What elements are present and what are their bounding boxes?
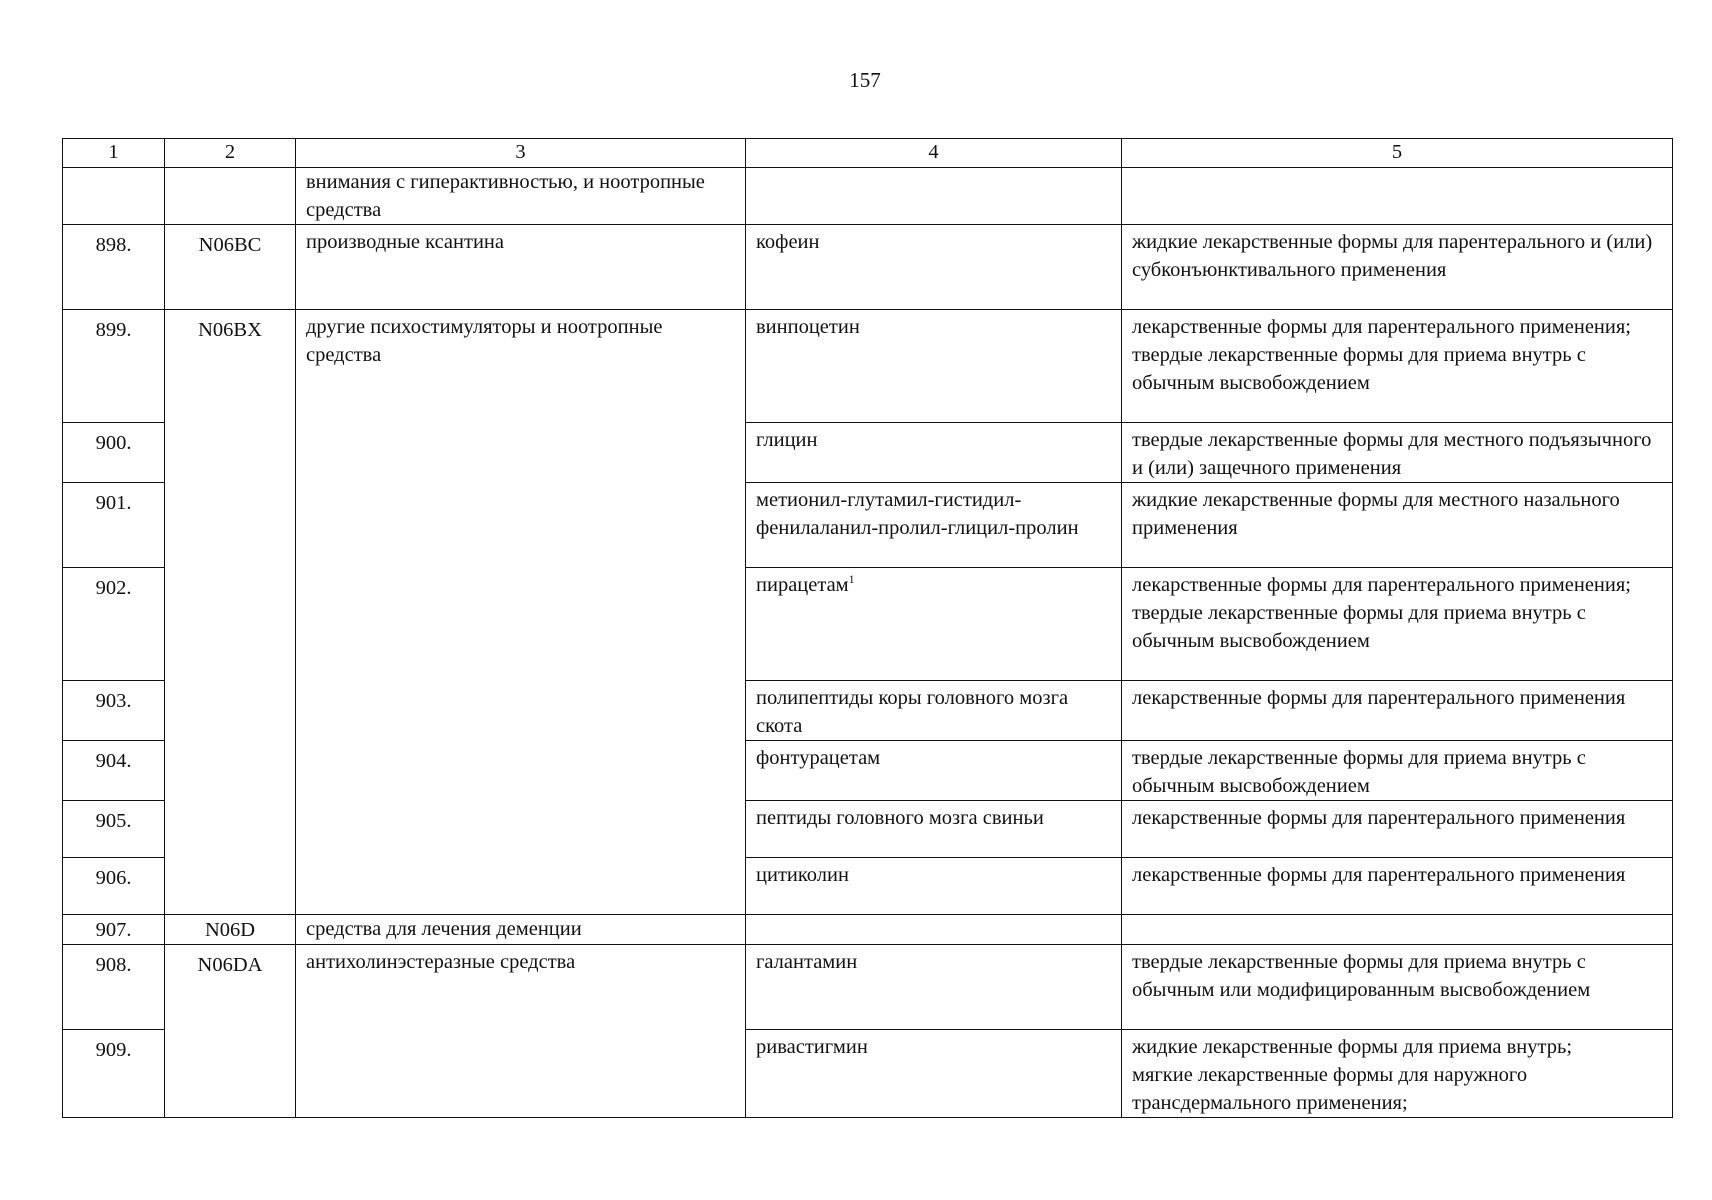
cell-forms: твердые лекарственные формы для местного подъязычного и (или) защечного применения [1122, 423, 1673, 483]
column-header-2: 2 [165, 139, 296, 168]
column-header-1: 1 [63, 139, 165, 168]
table-row [63, 310, 1673, 423]
cell-substance: винпоцетин [746, 310, 1122, 423]
cell-substance [746, 568, 1122, 681]
cell-code [165, 168, 296, 225]
cell-substance: ривастигмин [746, 1030, 1122, 1118]
cell-forms: лекарственные формы для парентерального применения [1122, 858, 1673, 915]
forms-line: лекарственные формы для парентерального применения; [1132, 574, 1631, 596]
column-header-5: 5 [1122, 139, 1673, 168]
cell-code: N06DA [165, 945, 296, 1118]
cell-num [63, 168, 165, 225]
cell-num: 899. [63, 310, 165, 423]
cell-forms: жидкие лекарственные формы для парентерального и (или) субконъюнктивального применения [1122, 225, 1673, 310]
forms-line: лекарственные формы для парентерального применения; [1132, 316, 1631, 338]
cell-code: N06BX [165, 310, 296, 915]
cell-substance: метионил-глутамил-гистидил-фенилаланил-пролил-глицил-пролин [746, 483, 1122, 568]
cell-forms [1122, 168, 1673, 225]
cell-num: 905. [63, 801, 165, 858]
cell-num: 898. [63, 225, 165, 310]
forms-line: жидкие лекарственные формы для приема внутрь; [1132, 1036, 1573, 1058]
cell-forms: твердые лекарственные формы для приема внутрь с обычным или модифицированным высвобождением [1122, 945, 1673, 1030]
cell-group: антихолинэстеразные средства [296, 945, 746, 1118]
cell-forms [1122, 915, 1673, 945]
table-row-continuation [63, 168, 1673, 225]
cell-group: производные ксантина [296, 225, 746, 310]
forms-line: твердые лекарственные формы для приема внутрь с обычным высвобождением [1132, 602, 1586, 652]
cell-substance: галантамин [746, 945, 1122, 1030]
cell-num: 903. [63, 681, 165, 741]
substance-name: пирацетам [756, 574, 849, 596]
column-header-4: 4 [746, 139, 1122, 168]
cell-substance: фонтурацетам [746, 741, 1122, 801]
forms-line: твердые лекарственные формы для приема внутрь с обычным высвобождением [1132, 344, 1586, 394]
cell-substance [746, 915, 1122, 945]
cell-forms [1122, 310, 1673, 423]
cell-num: 907. [63, 915, 165, 945]
cell-forms: твердые лекарственные формы для приема внутрь с обычным высвобождением [1122, 741, 1673, 801]
cell-num: 909. [63, 1030, 165, 1118]
cell-group: другие психостимуляторы и ноотропные средства [296, 310, 746, 915]
header-row [63, 139, 1673, 168]
cell-forms: лекарственные формы для парентерального применения [1122, 801, 1673, 858]
cell-forms: лекарственные формы для парентерального применения [1122, 681, 1673, 741]
cell-code: N06D [165, 915, 296, 945]
drug-table [62, 138, 1673, 1118]
cell-substance: пептиды головного мозга свиньи [746, 801, 1122, 858]
forms-line: мягкие лекарственные формы для наружного трансдермального применения; [1132, 1064, 1528, 1114]
cell-num: 908. [63, 945, 165, 1030]
cell-forms [1122, 568, 1673, 681]
cell-num: 900. [63, 423, 165, 483]
cell-substance: кофеин [746, 225, 1122, 310]
cell-num: 901. [63, 483, 165, 568]
footnote-marker: 1 [848, 572, 855, 587]
cell-group: внимания с гиперактивностью, и ноотропные средства [296, 168, 746, 225]
cell-code: N06BC [165, 225, 296, 310]
table-row [63, 225, 1673, 310]
page-number: 157 [849, 68, 881, 92]
cell-num: 906. [63, 858, 165, 915]
table-row [63, 915, 1673, 945]
cell-substance: цитиколин [746, 858, 1122, 915]
cell-num: 902. [63, 568, 165, 681]
cell-forms: жидкие лекарственные формы для местного назального применения [1122, 483, 1673, 568]
cell-substance [746, 168, 1122, 225]
table-row [63, 945, 1673, 1030]
cell-forms [1122, 1030, 1673, 1118]
cell-substance: глицин [746, 423, 1122, 483]
cell-substance: полипептиды коры головного мозга скота [746, 681, 1122, 741]
column-header-3: 3 [296, 139, 746, 168]
cell-num: 904. [63, 741, 165, 801]
cell-group: средства для лечения деменции [296, 915, 746, 945]
